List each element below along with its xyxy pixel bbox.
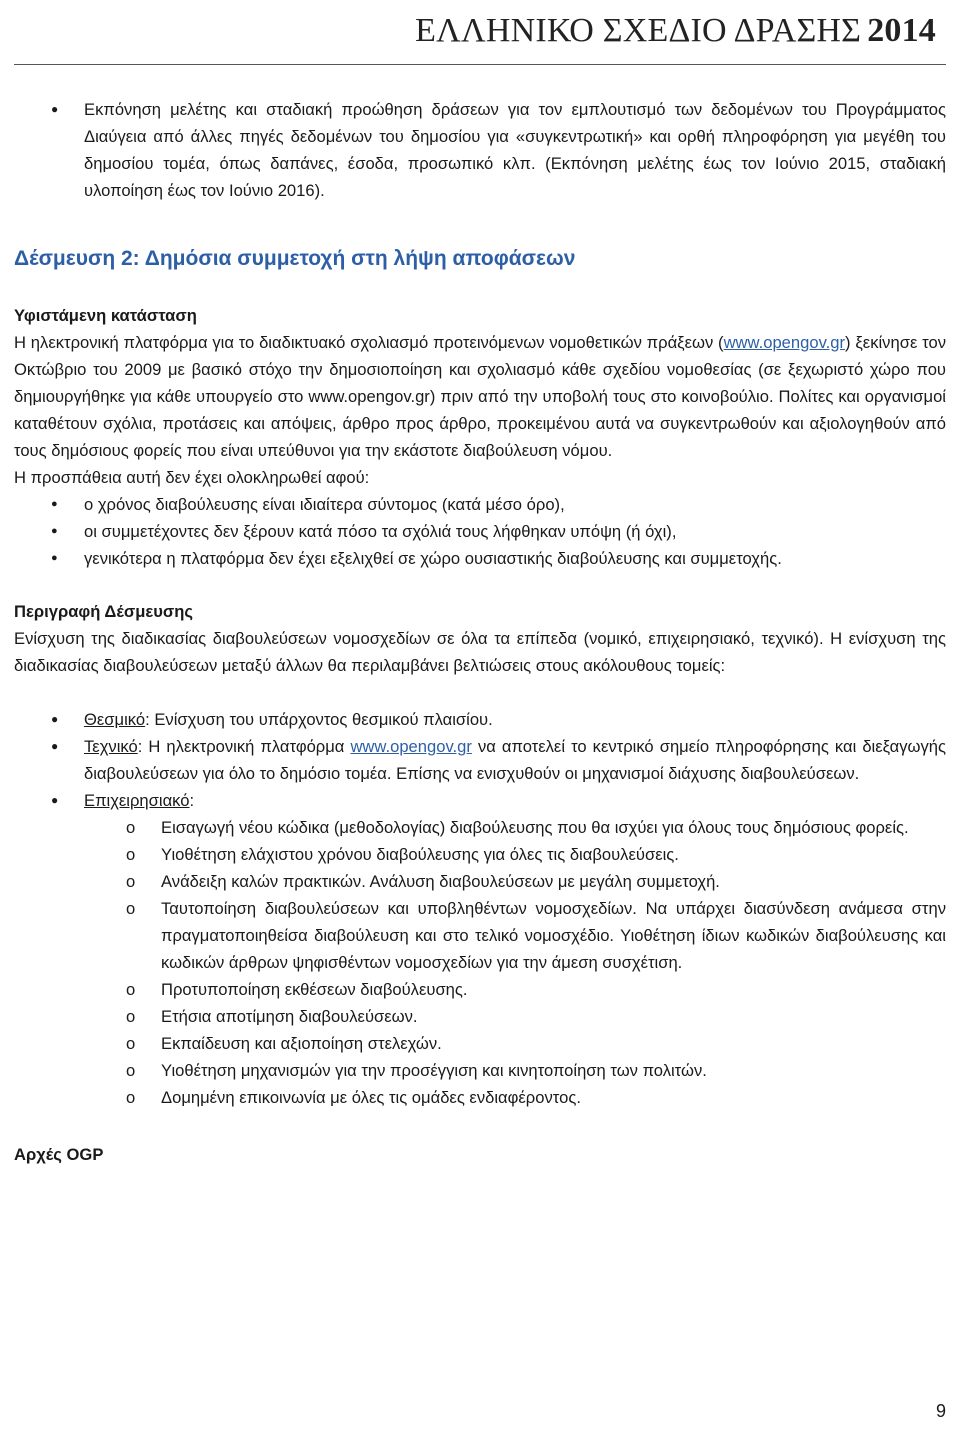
operational-sub-list xyxy=(14,814,946,1111)
technical-text-start: : Η ηλεκτρονική πλατφόρμα xyxy=(137,737,351,756)
page-number: 9 xyxy=(935,1401,946,1421)
header-title-text: ΕΛΛΗΝΙΚΟ ΣΧΕΔΙΟ ΔΡΑΣΗΣ xyxy=(415,12,862,49)
operational-item: o Ετήσια αποτίμηση διαβουλεύσεων. xyxy=(14,1003,946,1030)
opengov-link-2[interactable]: www.opengov.gr xyxy=(350,737,472,756)
current-state-heading: Υφιστάμενη κατάσταση xyxy=(14,306,197,325)
technical-bullet xyxy=(14,733,946,787)
technical-label: Τεχνικό xyxy=(84,737,138,756)
document-header-title xyxy=(415,12,936,50)
operational-item: o Υιοθέτηση ελάχιστου χρόνου διαβούλευσης για όλες τις διαβουλεύσεις. xyxy=(14,841,946,868)
current-state-bullet: ● ο χρόνος διαβούλευσης είναι ιδιαίτερα σύντομος (κατά μέσο όρο), xyxy=(14,491,946,518)
operational-item: o Ανάδειξη καλών πρακτικών. Ανάλυση διαβουλεύσεων με μεγάλη συμμετοχή. xyxy=(14,868,946,895)
operational-bullet xyxy=(14,787,946,814)
current-state-paragraph xyxy=(14,329,946,464)
header-divider xyxy=(14,64,946,65)
ogp-heading: Αρχές OGP xyxy=(14,1145,104,1164)
institutional-text: : Ενίσχυση του υπάρχοντος θεσμικού πλαισίου. xyxy=(145,710,493,729)
operational-item: o Προτυποποίηση εκθέσεων διαβούλευσης. xyxy=(14,976,946,1003)
operational-item: o Υιοθέτηση μηχανισμών για την προσέγγιση και κινητοποίηση των πολιτών. xyxy=(14,1057,946,1084)
intro-bullet-list xyxy=(14,96,946,204)
current-state-paragraph-2: Η προσπάθεια αυτή δεν έχει ολοκληρωθεί αφού: xyxy=(14,468,370,487)
current-state-text-end: ) ξεκίνησε τον Οκτώβριο του 2009 με βασικό στόχο την δημοσιοποίηση και σχολιασμό κάθε σχεδίου νομοθεσίας (σε ξεχωριστό χώρο που δημιουργήθηκε για κάθε υπουργείο στο www.opengov.gr) πριν από την υποβολή τους στο κοινοβούλιο. Πολίτες και οργανισμοί καταθέτουν σχόλια, προτάσεις και απόψεις, άρθρο προς άρθρο, προκειμένου αυτά να συγκεντρωθούν και αξιολογηθούν από τους δημόσιους φορείς που είναι υπεύθυνοι για την εκάστοτε διαβούλευση νόμου. xyxy=(14,333,946,460)
current-state-bullet: ● οι συμμετέχοντες δεν ξέρουν κατά πόσο τα σχόλιά τους λήφθηκαν υπόψη (ή όχι), xyxy=(14,518,946,545)
description-bullets xyxy=(14,706,946,814)
header-year: 2014 xyxy=(867,12,936,49)
description-paragraph: Ενίσχυση της διαδικασίας διαβουλεύσεων νομοσχεδίων σε όλα τα επίπεδα (νομικό, επιχειρησιακό, τεχνικό). Η ενίσχυση της διαδικασίας διαβουλεύσεων μεταξύ άλλων θα περιλαμβάνει βελτιώσεις στους ακόλουθους τομείς: xyxy=(14,629,946,675)
operational-item: o Δομημένη επικοινωνία με όλες τις ομάδες ενδιαφέροντος. xyxy=(14,1084,946,1111)
intro-bullet: ● Εκπόνηση μελέτης και σταδιακή προώθηση δράσεων για τον εμπλουτισμό των δεδομένων του Προγράμματος Διαύγεια από άλλες πηγές δεδομένων του δημοσίου για «συγκεντρωτική» και ορθή πληροφόρηση για μεγέθη του δημοσίου τομέα, όπως δαπάνες, έσοδα, προσωπικό κλπ. (Εκπόνηση μελέτης έως τον Ιούνιο 2015, σταδιακή υλοποίηση έως τον Ιούνιο 2016). xyxy=(14,96,946,204)
opengov-link[interactable]: www.opengov.gr xyxy=(723,333,846,352)
institutional-bullet xyxy=(14,706,946,733)
institutional-label: Θεσμικό xyxy=(84,710,146,729)
operational-item: o Εκπαίδευση και αξιοποίηση στελεχών. xyxy=(14,1030,946,1057)
commitment-heading: Δέσμευση 2: Δημόσια συμμετοχή στη λήψη αποφάσεων xyxy=(14,247,576,270)
page-content xyxy=(14,96,946,1168)
operational-label: Επιχειρησιακό xyxy=(84,791,190,810)
technical-text-end: να αποτελεί το κεντρικό σημείο πληροφόρησης και διεξαγωγής διαβουλεύσεων για όλο το δημόσιο τομέα. Επίσης να ενισχυθούν οι μηχανισμοί διάχυσης διαβουλεύσεων. xyxy=(84,737,946,783)
operational-item: o Ταυτοποίηση διαβουλεύσεων και υποβληθέντων νομοσχεδίων. Να υπάρχει διασύνδεση ανάμεσα στην πραγματοποιηθείσα διαβούλευση και στο τελικό νομοσχέδιο. Υιοθέτηση ίδιων κωδικών διαβούλευσης και κωδικών άρθρων ψηφισθέντων νομοσχεδίων για την άμεση συσχέτιση. xyxy=(14,895,946,976)
current-state-bullet: ● γενικότερα η πλατφόρμα δεν έχει εξελιχθεί σε χώρο ουσιαστικής διαβούλευσης και συμμετοχής. xyxy=(14,545,946,572)
description-heading: Περιγραφή Δέσμευσης xyxy=(14,602,193,621)
current-state-text-start: Η ηλεκτρονική πλατφόρμα για το διαδικτυακό σχολιασμό προτεινόμενων νομοθετικών πράξεων ( xyxy=(14,333,724,352)
operational-suffix: : xyxy=(189,791,195,810)
operational-item: o Εισαγωγή νέου κώδικα (μεθοδολογίας) διαβούλευσης που θα ισχύει για όλους τους δημόσιους φορείς. xyxy=(14,814,946,841)
current-state-bullets xyxy=(14,491,946,572)
